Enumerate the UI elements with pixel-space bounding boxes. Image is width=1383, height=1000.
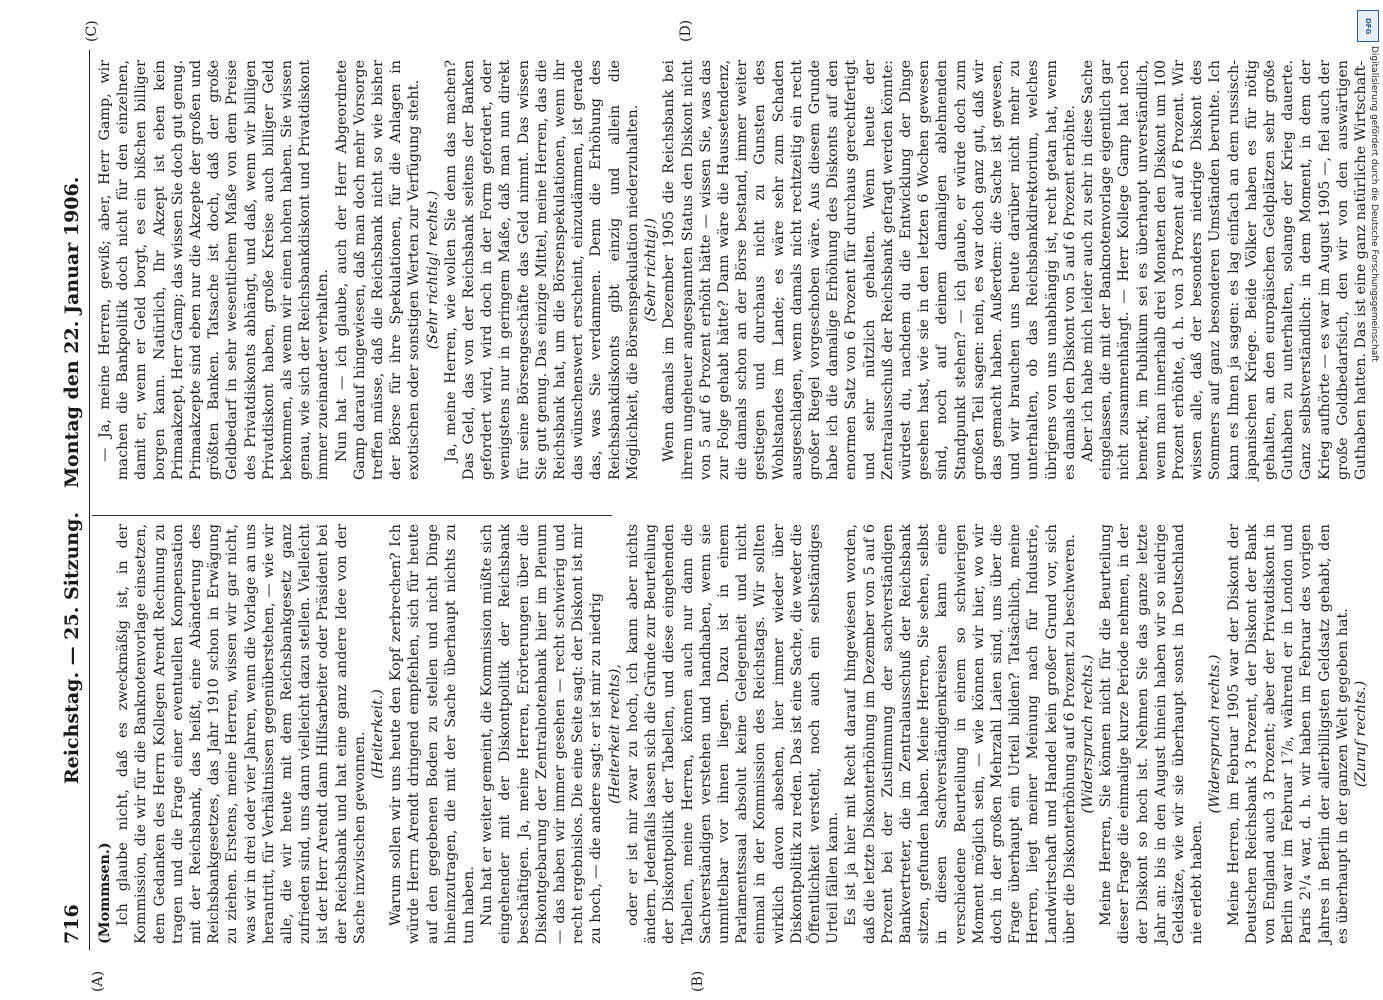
margin-marker-b: (B): [690, 970, 706, 992]
session-title: Reichstag. — 25. Sitzung.: [61, 512, 83, 785]
margin-marker-c: (C): [84, 20, 100, 42]
paragraph: Warum sollen wir uns heute den Kopf zerbrechen? Ich würde Herrn Arendt dringend empfehlen, sich für heute auf den gegebenen Boden zu stellen und nicht Dinge hineinzutragen, die mit der Sache überhaupt nichts zu tun haben.: [388, 524, 478, 944]
speaker-name: (Mommsen.): [97, 842, 113, 944]
interjection: (Heiterkeit.): [370, 689, 387, 779]
right-text-column: [96, 60, 1370, 480]
interjection: (Widerspruch rechts.): [1207, 654, 1224, 814]
margin-marker-a: (A): [90, 970, 106, 992]
interjection: (Zuruf rechts.): [1353, 680, 1370, 788]
left-text-column: [96, 524, 1370, 944]
paragraph: — Ja, meine Herren, gewiß; aber, Herr Gamp, wir machen die Bankpolitik doch nicht für den einzelnen, damit er, wenn er Geld borgt, es ein bißchen billiger borgen kann. Natürlich, Ihr Akzept ist eben kein Primaakzept, Herr Gamp; das wissen Sie doch gut genug. Primaakzepte sind eben nur die Akzepte der großen und größten Banken. Tatsache ist doch, daß der große Geldbedarf in sehr wesentlichem Maße von dem Preise des Privatdiskonts abhängt, und daß, wenn wir billigen Privatdiskont haben, große Kreise auch billiger Geld bekommen, als wenn wir einen hohen haben. Sie wissen genau, wie sich der Reichsbankdiskont und Privatdiskont immer zueinander verhalten.: [97, 60, 332, 480]
digitization-credit: Digitalisierung gefördert durch die Deutsche Forschungsgemeinschaft: [1369, 46, 1379, 362]
digitization-sidebar: [1350, 0, 1383, 1000]
paragraph: Meine Herren, im Februar 1905 war der Diskont der Deutschen Reichsbank 3 Prozent, der Diskont der Bank von England auch 3 Prozent; aber der Privatdiskont in Berlin war im Februar 1⁷/₈, während er in London und Paris 2¹/₄ war, d. h. wir haben im Februar des vorigen Jahres in Berlin der allerbilligsten Geldsatz gehabt, den es überhaupt in der ganzen Welt gegeben hat.: [1225, 524, 1351, 944]
margin-marker-d: (D): [678, 19, 694, 42]
interjection: (Widerspruch rechts.): [1079, 654, 1096, 814]
interjection: (Sehr richtig!): [643, 218, 660, 322]
paragraph: Nun hat er weiter gemeint, die Kommission müßte sich eingehender mit der Diskontpolitik der Reichsbank beschäftigen. Ja, meine Herren, Erörterungen über die Diskontgebarung der Zentralnotenbank hier im Plenum — das haben wir immer gesehen — recht schwierig und recht ergebnislos. Die eine Seite sagt: der Diskont ist mir zu hoch, — die andere sagt: er ist mir zu niedrig: [479, 524, 605, 944]
interjection: (Heiterkeit rechts),: [606, 664, 623, 804]
paragraph: Meine Herren, Sie können nicht für die Beurteilung dieser Frage die einmalige kurze Periode nehmen, in der der Diskont so hoch ist. Nehmen Sie das ganze letzte Jahr an: bis in den August hinein haben wir so niedrige Geldsätze, wie wir sie überhaupt sonst in Deutschland nie erlebt haben.: [1098, 524, 1206, 944]
paragraph: Ich glaube nicht, daß es zweckmäßig ist, in der Kommission, die wir für die Banknotenvorlage einsetzen, dem Gedanken des Herrn Kollegen Arendt Rechnung zu tragen und die Frage einer eventuellen Kompensation mit der Reichsbank, das heißt, eine Abänderung des Reichsbankgesetzes, das Jahr 1910 schon in Erwägung zu ziehen. Erstens, meine Herren, wissen wir gar nicht, was wir in drei oder vier Jahren, wenn die Vorlage an uns herantritt, für Verhältnissen gegenüberstehen, — wie wir alle, die wir heute mit dem Reichsbankgesetz ganz zufrieden sind, uns dann vielleicht dazu stellen. Vielleicht ist der Herr Arendt dann Hilfsarbeiter oder Präsident bei der Reichsbank und hat eine ganz andere Idee von der Sache inzwischen gewonnen.: [115, 524, 368, 944]
paragraph: oder er ist mir zwar zu hoch, ich kann aber nichts ändern. Jedenfalls lassen sich die Gründe zur Beurteilung der Diskontpolitik der Tabellen, und diese eingehenden Tabellen, meine Herren, können auch nur dann die Sachverständigen verstehen und handhaben, wenn sie unmittelbar vor ihnen liegen. Dazu ist in einem Parlamentssaal absolut keine Gelegenheit und nicht einmal in der Kommission des Reichstags. Wir sollten wirklich davon absehen, hier immer wieder über Diskontpolitik zu reden. Das ist eine Sache, die weder die Öffentlichkeit versteht, noch auch ein selbständiges Urteil fällen kann.: [624, 524, 842, 944]
page-number: 716: [61, 904, 83, 944]
paragraph: Nun hat — ich glaube, auch der Herr Abgeordnete Gamp darauf hingewiesen, daß man doch mehr Vorsorge treffen müsse, daß die Reichsbank nicht so wie bisher der Börse für ihre Spekulationen, für die Anlagen in exotischen oder sonstigen Werten zur Verfügung steht.: [333, 60, 423, 480]
paragraph: Es ist ja hier mit Recht darauf hingewiesen worden, daß die letzte Diskonterhöhung im Dezember von 5 auf 6 Prozent bei der Zustimmung der sachverständigen Bankvertreter, die im Zentralausschuß der Reichsbank sitzen, gefunden haben. Meine Herren, Sie sehen, selbst in diesen Sachverständigenkreisen kann eine verschiedene Beurteilung in einem so schwierigen Moment möglich sein, — wie können wir hier, wo wir doch in der großen Mehrzahl Laien sind, uns über die Frage überhaupt ein Urteil bilden? Tatsächlich, meine Herren, liegt meiner Meinung nach für Industrie, Landwirtschaft und Handel kein großer Grund vor, sich über die Diskonterhöhung auf 6 Prozent zu beschweren.: [843, 524, 1078, 944]
session-date: Montag den 22. Januar 1906.: [61, 176, 83, 488]
paragraph: Ja, meine Herren, wie wollen Sie denn das machen? Das Geld, das von der Reichsbank seitens der Banken gefordert wird, wird doch in der Form gefordert, oder wenigstens nur in geringem Maße, daß man nun direkt für seine Börsengeschäfte das Geld nimmt. Das wissen Sie gut genug. Das einzige Mittel, meine Herren, das die Reichsbank hat, um die Börsenspekulationen, wenn ihr das wünschenswert erscheint, einzudämmen, ist gerade das, was Sie verdammen. Denn die Erhöhung des Reichsbankdiskonts gibt einzig und allein die Möglichkeit, die Börsenspekulation niederzuhalten.: [442, 60, 641, 480]
paragraph: Wenn damals im Dezember 1905 die Reichsbank bei ihrem ungeheuer angespannten Status den Diskont nicht von 5 auf 6 Prozent erhöht hätte — wissen Sie, was das zur Folge gehabt hätte? Dann wäre die Haussetendenz, die damals schon an der Börse bestand, immer weiter gestiegen und durchaus nicht zu Gunsten des Wohlstandes im Lande; es wäre sehr zum Schaden ausgeschlagen, wenn damals nicht rechtzeitig ein recht großer Riegel vorgeschoben wäre. Aus diesem Grunde habe ich die damalige Erhöhung des Diskonts auf den enormen Satz von 6 Prozent für durchaus gerechtfertigt und sehr nützlich gehalten. Wenn heute der Zentralausschuß der Reichsbank gefragt werden könnte: würdest du, nachdem du die Entwicklung der Dinge gesehen hast, wie sie in den letzten 6 Wochen gewesen sind, noch auf deinem damaligen ablehnenden Standpunkt stehen? — ich glaube, er würde doch zum großen Teil sagen: nein, es war doch ganz gut, daß wir das gemacht haben. Außerdem: die Sache ist gewesen, und wir brauchen uns heute darüber nicht mehr zu unterhalten, ob das Reichsbankdirektorium, welches übrigens von uns unabhängig ist, recht getan hat, wenn es damals den Diskont von 5 auf 6 Prozent erhöhte.: [661, 60, 1078, 480]
page-header: [55, 50, 90, 950]
paragraph: Aber ich habe mich leider auch zu sehr in diese Sache eingelassen, die mit der Banknotenvorlage eigentlich gar nicht zusammenhängt. — Herr Kollege Gamp hat noch bemerkt, im Publikum sei es überhaupt unverständlich, wenn man innerhalb drei Monaten den Diskont um 100 Prozent erhöhte, d. h. von 3 Prozent auf 6 Prozent. Wir wissen alle, daß der besonders niedrige Diskont des Sommers auf ganz besonderen Umständen beruhte. Ich kann es Ihnen ja sagen: es lag einfach an dem russisch-japanischen Kriege. Beide Völker haben es für nötig gehalten, an den europäischen Geldplätzen sehr große Guthaben zu unterhalten, solange der Krieg dauerte. Ganz selbstverständlich: in dem Moment, in dem der Krieg aufhörte — es war im August 1905 —, fiel auch der große Goldbedarfsich, den wir von den auswärtigen Guthaben hatten. Das ist eine ganz natürliche Wirtschaft-: [1079, 60, 1370, 480]
column-divider: [92, 515, 612, 516]
dfg-logo: DFG: [1357, 10, 1379, 42]
interjection: (Sehr richtig! rechts.): [424, 190, 441, 350]
